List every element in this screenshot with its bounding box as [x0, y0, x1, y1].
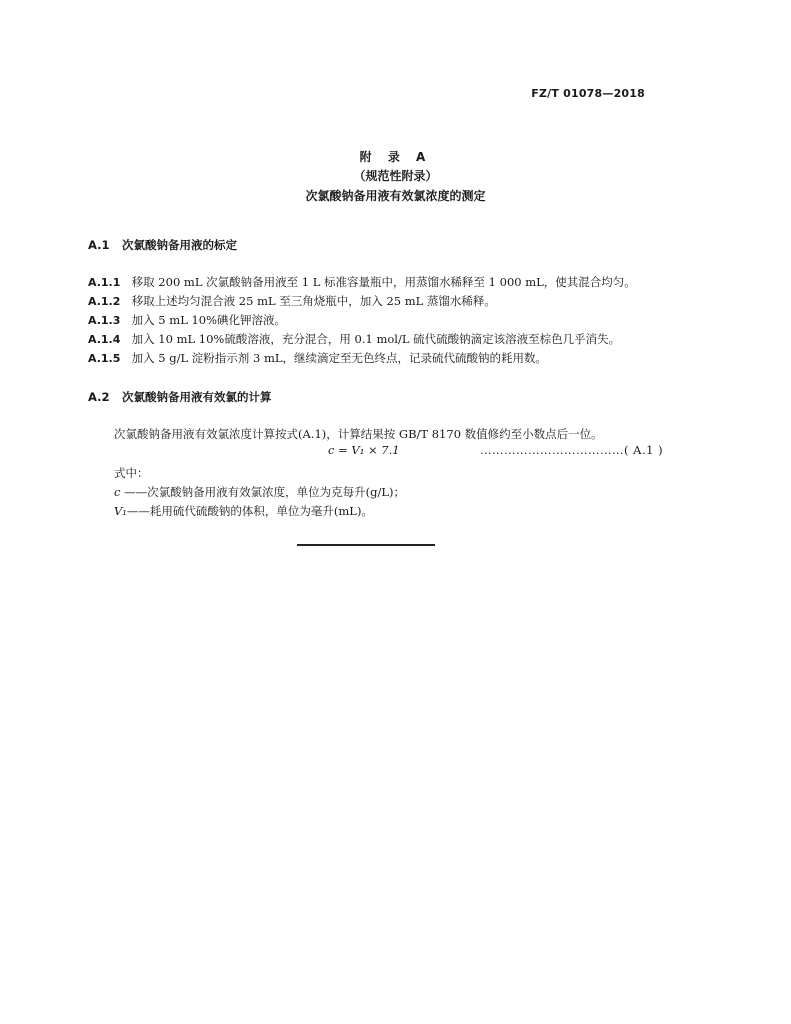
formula-leader	[480, 443, 663, 457]
end-of-document-rule	[297, 544, 435, 546]
formula-expression: c = V₁ × 7.1	[328, 443, 400, 457]
clause-text: 加入 5 g/L 淀粉指示剂 3 mL，继续滴定至无色终点，记录硫代硫酸钠的耗用数。	[131, 351, 547, 365]
standard-code: FZ/T 01078—2018	[531, 87, 645, 100]
formula-dots: ………………………………	[480, 443, 624, 457]
formula-label: ( A.1 )	[624, 443, 664, 457]
definition-symbol: c	[114, 485, 121, 499]
section-title: 次氯酸钠备用液有效氯的计算	[122, 390, 272, 404]
clause-a-1-4	[88, 331, 620, 347]
clause-a-1-3	[88, 312, 286, 328]
clause-text: 加入 5 mL 10%碘化钾溶液。	[131, 313, 287, 327]
section-number: A.1	[88, 238, 110, 252]
section-number: A.2	[88, 390, 110, 404]
definition-text: 耗用硫代硫酸钠的体积，单位为毫升(mL)。	[149, 504, 373, 518]
section-heading-a1	[88, 237, 237, 253]
definition-text: 次氯酸钠备用液有效氯浓度，单位为克每升(g/L)；	[147, 485, 405, 499]
calculation-paragraph: 次氯酸钠备用液有效氯浓度计算按式(A.1)，计算结果按 GB/T 8170 数值修约至小数点后一位。	[114, 427, 603, 441]
annex-name: 次氯酸钠备用液有效氯浓度的测定	[305, 189, 486, 203]
annex-type: （规范性附录）	[353, 169, 438, 183]
clause-number: A.1.2	[88, 295, 121, 308]
clause-text: 移取 200 mL 次氯酸钠备用液至 1 L 标准容量瓶中，用蒸馏水稀释至 1 000 mL，使其混合均匀。	[131, 275, 636, 289]
definition-c	[114, 484, 405, 500]
definition-v1	[114, 503, 373, 519]
section-heading-a2	[88, 389, 272, 405]
clause-text: 加入 10 mL 10%硫酸溶液，充分混合，用 0.1 mol/L 硫代硫酸钠滴定该溶液至棕色几乎消失。	[131, 332, 621, 346]
definition-dash: ——	[120, 485, 148, 499]
clause-text: 移取上述均匀混合液 25 mL 至三角烧瓶中，加入 25 mL 蒸馏水稀释。	[131, 294, 496, 308]
clause-number: A.1.4	[88, 333, 121, 346]
clause-number: A.1.3	[88, 314, 121, 327]
clause-a-1-1	[88, 274, 636, 290]
clause-number: A.1.5	[88, 352, 121, 365]
clause-a-1-2	[88, 293, 496, 309]
annex-title: 附 录 A	[359, 150, 432, 164]
clause-a-1-5	[88, 350, 547, 366]
section-title: 次氯酸钠备用液的标定	[122, 238, 238, 252]
clause-number: A.1.1	[88, 276, 121, 289]
definition-dash: ——	[126, 504, 150, 518]
definition-symbol: V₁	[114, 504, 127, 518]
where-label: 式中：	[114, 466, 149, 480]
